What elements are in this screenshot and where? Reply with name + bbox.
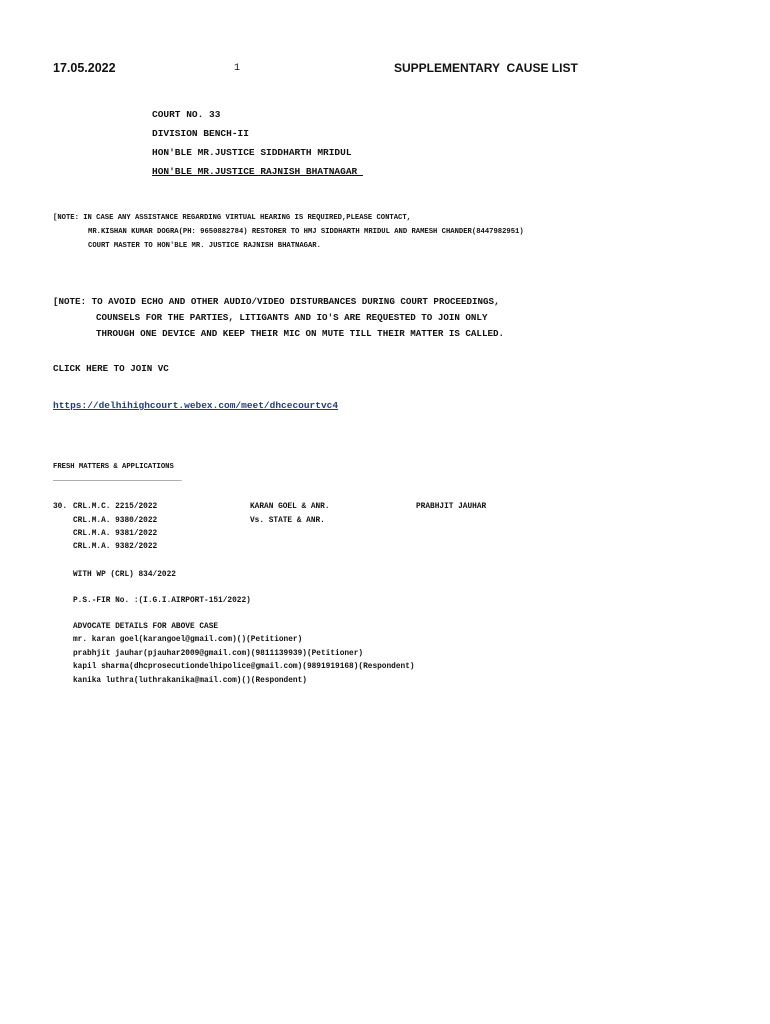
list-title: SUPPLEMENTARY CAUSE LIST: [394, 61, 578, 75]
judge-name-2: HON'BLE MR.JUSTICE RAJNISH BHATNAGAR: [152, 166, 363, 177]
advocate-detail-line: kapil sharma(dhcprosecutiondelhipolice@gmail.com)(9891919168)(Respondent): [73, 663, 415, 671]
judge-name-1: HON'BLE MR.JUSTICE SIDDHARTH MRIDUL: [152, 147, 352, 158]
application-number: CRL.M.A. 9380/2022: [73, 517, 158, 525]
section-title: FRESH MATTERS & APPLICATIONS: [53, 463, 174, 471]
advocate-details-heading: ADVOCATE DETAILS FOR ABOVE CASE: [73, 623, 219, 631]
join-vc-label: CLICK HERE TO JOIN VC: [53, 363, 169, 374]
note-assistance-line-1: [NOTE: IN CASE ANY ASSISTANCE REGARDING VIRTUAL HEARING IS REQUIRED,PLEASE CONTACT,: [53, 214, 411, 222]
division-bench: DIVISION BENCH-II: [152, 128, 249, 139]
application-number: CRL.M.A. 9381/2022: [73, 530, 158, 538]
advocate-name: PRABHJIT JAUHAR: [416, 503, 487, 511]
respondent-name: Vs. STATE & ANR.: [250, 517, 325, 525]
advocate-detail-line: mr. karan goel(karangoel@gmail.com)()(Petitioner): [73, 636, 303, 644]
petitioner-name: KARAN GOEL & ANR.: [250, 503, 330, 511]
note-assistance-line-2: MR.KISHAN KUMAR DOGRA(PH: 9650882784) RESTORER TO HMJ SIDDHARTH MRIDUL AND RAMESH CHANDER(8447982951): [88, 228, 524, 236]
page-number: 1: [234, 63, 241, 74]
case-number: CRL.M.C. 2215/2022: [73, 503, 158, 511]
application-number: CRL.M.A. 9382/2022: [73, 543, 158, 551]
list-date: 17.05.2022: [53, 61, 116, 75]
advocate-detail-line: prabhjit jauhar(pjauhar2009@gmail.com)(9811139939)(Petitioner): [73, 650, 364, 658]
fir-details: P.S.-FIR No. :(I.G.I.AIRPORT-151/2022): [73, 597, 251, 605]
with-case: WITH WP (CRL) 834/2022: [73, 571, 176, 579]
court-number: COURT NO. 33: [152, 109, 221, 120]
section-rule: ________________________________: [53, 475, 182, 483]
note-echo-line-3: THROUGH ONE DEVICE AND KEEP THEIR MIC ON MUTE TILL THEIR MATTER IS CALLED.: [96, 328, 504, 339]
note-assistance-line-3: COURT MASTER TO HON'BLE MR. JUSTICE RAJNISH BHATNAGAR.: [88, 242, 321, 250]
vc-link[interactable]: https://delhihighcourt.webex.com/meet/dhcecourtvc4: [53, 400, 339, 411]
advocate-detail-line: kanika luthra(luthrakanika@mail.com)()(Respondent): [73, 677, 307, 685]
case-serial: 30.: [53, 503, 68, 511]
note-echo-line-2: COUNSELS FOR THE PARTIES, LITIGANTS AND IO'S ARE REQUESTED TO JOIN ONLY: [96, 312, 488, 323]
note-echo-line-1: [NOTE: TO AVOID ECHO AND OTHER AUDIO/VIDEO DISTURBANCES DURING COURT PROCEEDINGS,: [53, 296, 500, 307]
